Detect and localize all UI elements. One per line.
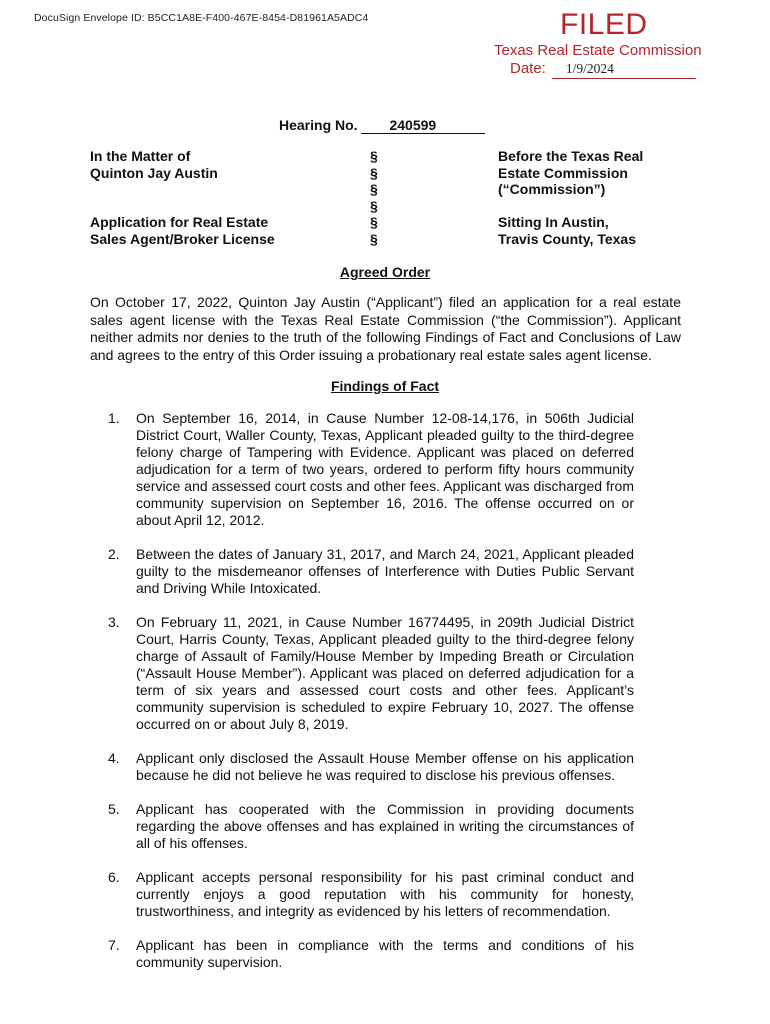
caption-right [498,148,643,247]
section-mark: § [370,181,378,197]
filed-stamp [494,8,702,79]
section-mark: § [370,148,378,164]
finding-text: On February 11, 2021, in Cause Number 16774495, in 209th Judicial District Court, Harris County, Texas, Applicant pleaded guilty to the third-degree felony charge of Assault of Family/House Member by Impeding Breath or Circulation (“Assault House Member”). Applicant was placed on deferred adjudication for a term of six years and assessed court costs and other fees. Applicant’s community supervision is scheduled to expire February 10, 2027. The offense occurred on or about July 8, 2019. [136,614,634,732]
finding-item [90,614,634,733]
finding-text: Between the dates of January 31, 2017, and March 24, 2021, Applicant pleaded guilty to the misdemeanor offenses of Interference with Duties Public Servant and Driving While Intoxicated. [136,546,634,596]
caption-line: In the Matter of [90,148,191,164]
finding-number: 5. [108,801,120,817]
caption-line: Estate Commission [498,164,628,181]
hearing-number-value: 240599 [361,117,485,134]
stamp-date-value: 1/9/2024 [552,60,696,79]
order-title: Agreed Order [339,264,431,280]
stamp-agency: Texas Real Estate Commission [494,42,702,59]
filed-label: FILED [560,8,648,41]
finding-item [90,546,634,597]
finding-number: 1. [108,410,120,426]
finding-item [90,801,634,852]
finding-text: Applicant has been in compliance with the terms and conditions of his community supervision. [136,937,634,970]
hearing-label: Hearing No. [279,117,358,133]
finding-number: 6. [108,869,120,885]
finding-item [90,869,634,920]
finding-number: 2. [108,546,120,562]
finding-item [90,750,634,784]
section-mark: § [370,214,378,230]
stamp-date-label: Date: [510,60,546,77]
finding-text: On September 16, 2014, in Cause Number 12-08-14,176, in 506th Judicial District Court, Waller County, Texas, Applicant pleaded guilty to the third-degree felony charge of Tampering with Evidence. Applicant was placed on deferred adjudication for a term of two years, ordered to perform fifty hours community service and assessed court costs and other fees. Applicant was discharged from community supervision on September 16, 2016. The offense occurred on or about April 12, 2012. [136,410,634,528]
finding-item [90,937,634,971]
finding-number: 7. [108,937,120,953]
caption-line: Before the Texas Real [498,148,644,164]
intro-paragraph: On October 17, 2022, Quinton Jay Austin (“Applicant”) filed an application for a real estate sales agent license with the Texas Real Estate Commission (“the Commission”). Applicant neither admits nor denies to the truth of the following Findings of Fact and Conclusions of Law and agrees to the entry of this Order issuing a probationary real estate sales agent license. [90,294,681,363]
finding-item [90,410,634,529]
finding-text: Applicant only disclosed the Assault House Member offense on his application because he did not believe he was required to disclose his previous offenses. [136,750,634,783]
finding-number: 3. [108,614,120,630]
caption-section-marks [370,148,378,247]
caption-line: Travis County, Texas [498,230,636,247]
caption-line: Sales Agent/Broker License [90,230,275,247]
stamp-date-row [510,60,702,79]
findings-list [90,410,634,971]
finding-text: Applicant accepts personal responsibility for his past criminal conduct and currently enjoys a good reputation with his community for honesty, trustworthiness, and integrity as evidenced by his letters of recommendation. [136,869,634,919]
findings-title: Findings of Fact [330,378,440,394]
docusign-envelope-id: DocuSign Envelope ID: B5CC1A8E-F400-467E-8454-D81961A5ADC4 [34,12,369,24]
finding-text: Applicant has cooperated with the Commission in providing documents regarding the above offenses and has explained in writing the circumstances of all of his offenses. [136,801,634,851]
caption-line: Application for Real Estate [90,214,269,230]
caption-line: Quinton Jay Austin [90,164,218,181]
hearing-number [279,117,485,134]
caption-line: (“Commission”) [498,181,606,197]
section-mark: § [370,230,378,247]
caption-left [90,148,275,247]
section-mark: § [370,197,378,214]
caption-line: Sitting In Austin, [498,214,609,230]
section-mark: § [370,164,378,181]
finding-number: 4. [108,750,120,766]
